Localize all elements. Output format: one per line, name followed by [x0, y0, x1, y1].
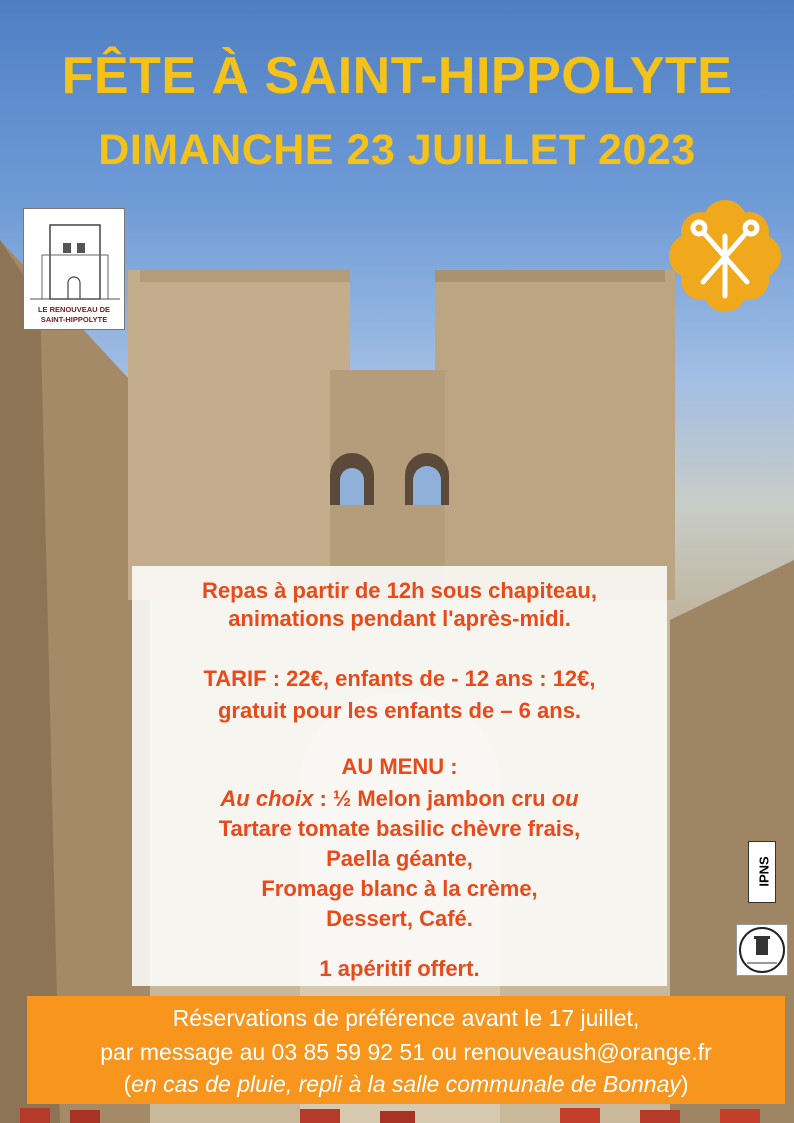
tarif-free-line: gratuit pour les enfants de – 6 ans.	[217, 698, 582, 723]
activities-line: animations pendant l'après-midi.	[228, 606, 571, 631]
menu-item: Dessert, Café.	[326, 906, 473, 931]
logo-line1: LE RENOUVEAU DE	[37, 305, 111, 314]
rain-note-text: en cas de pluie, repli à la salle communale de Bonnay	[131, 1071, 681, 1097]
rain-note-close: )	[680, 1071, 689, 1097]
no-littering-badge	[736, 924, 788, 976]
tower-drawing-icon	[30, 215, 120, 303]
association-logo	[23, 208, 125, 330]
ipns-badge	[748, 841, 776, 903]
choice-label: Au choix	[220, 786, 314, 811]
reservation-line: Réservations de préférence avant le 17 juillet,	[172, 1005, 640, 1031]
menu-item: Tartare tomate basilic chèvre frais,	[218, 816, 581, 841]
event-title: FÊTE À SAINT-HIPPOLYTE	[61, 47, 733, 105]
menu-item: Paella géante,	[326, 846, 473, 871]
choice-text: : ½ Melon jambon cru	[313, 786, 552, 811]
trash-bin-icon	[737, 925, 787, 975]
tarif-line: TARIF : 22€, enfants de - 12 ans : 12€,	[203, 666, 596, 691]
meal-line: Repas à partir de 12h sous chapiteau,	[202, 578, 597, 603]
choice-or: ou	[551, 786, 579, 811]
menu-item: Fromage blanc à la crème,	[261, 876, 538, 901]
crossed-keys-emblem-icon	[667, 198, 783, 314]
aperitif-line: 1 apéritif offert.	[319, 956, 480, 981]
logo-line2: SAINT-HIPPOLYTE	[40, 315, 108, 324]
rain-note-open: (	[123, 1071, 132, 1097]
rain-note	[27, 1070, 785, 1098]
event-date: DIMANCHE 23 JUILLET 2023	[98, 126, 696, 174]
menu-choice	[132, 786, 667, 812]
menu-title: AU MENU :	[341, 754, 458, 779]
ipns-label: IPNS	[756, 856, 772, 887]
contact-line: par message au 03 85 59 92 51 ou renouveaush@orange.fr	[100, 1039, 712, 1065]
chairs-photo	[0, 1104, 794, 1123]
